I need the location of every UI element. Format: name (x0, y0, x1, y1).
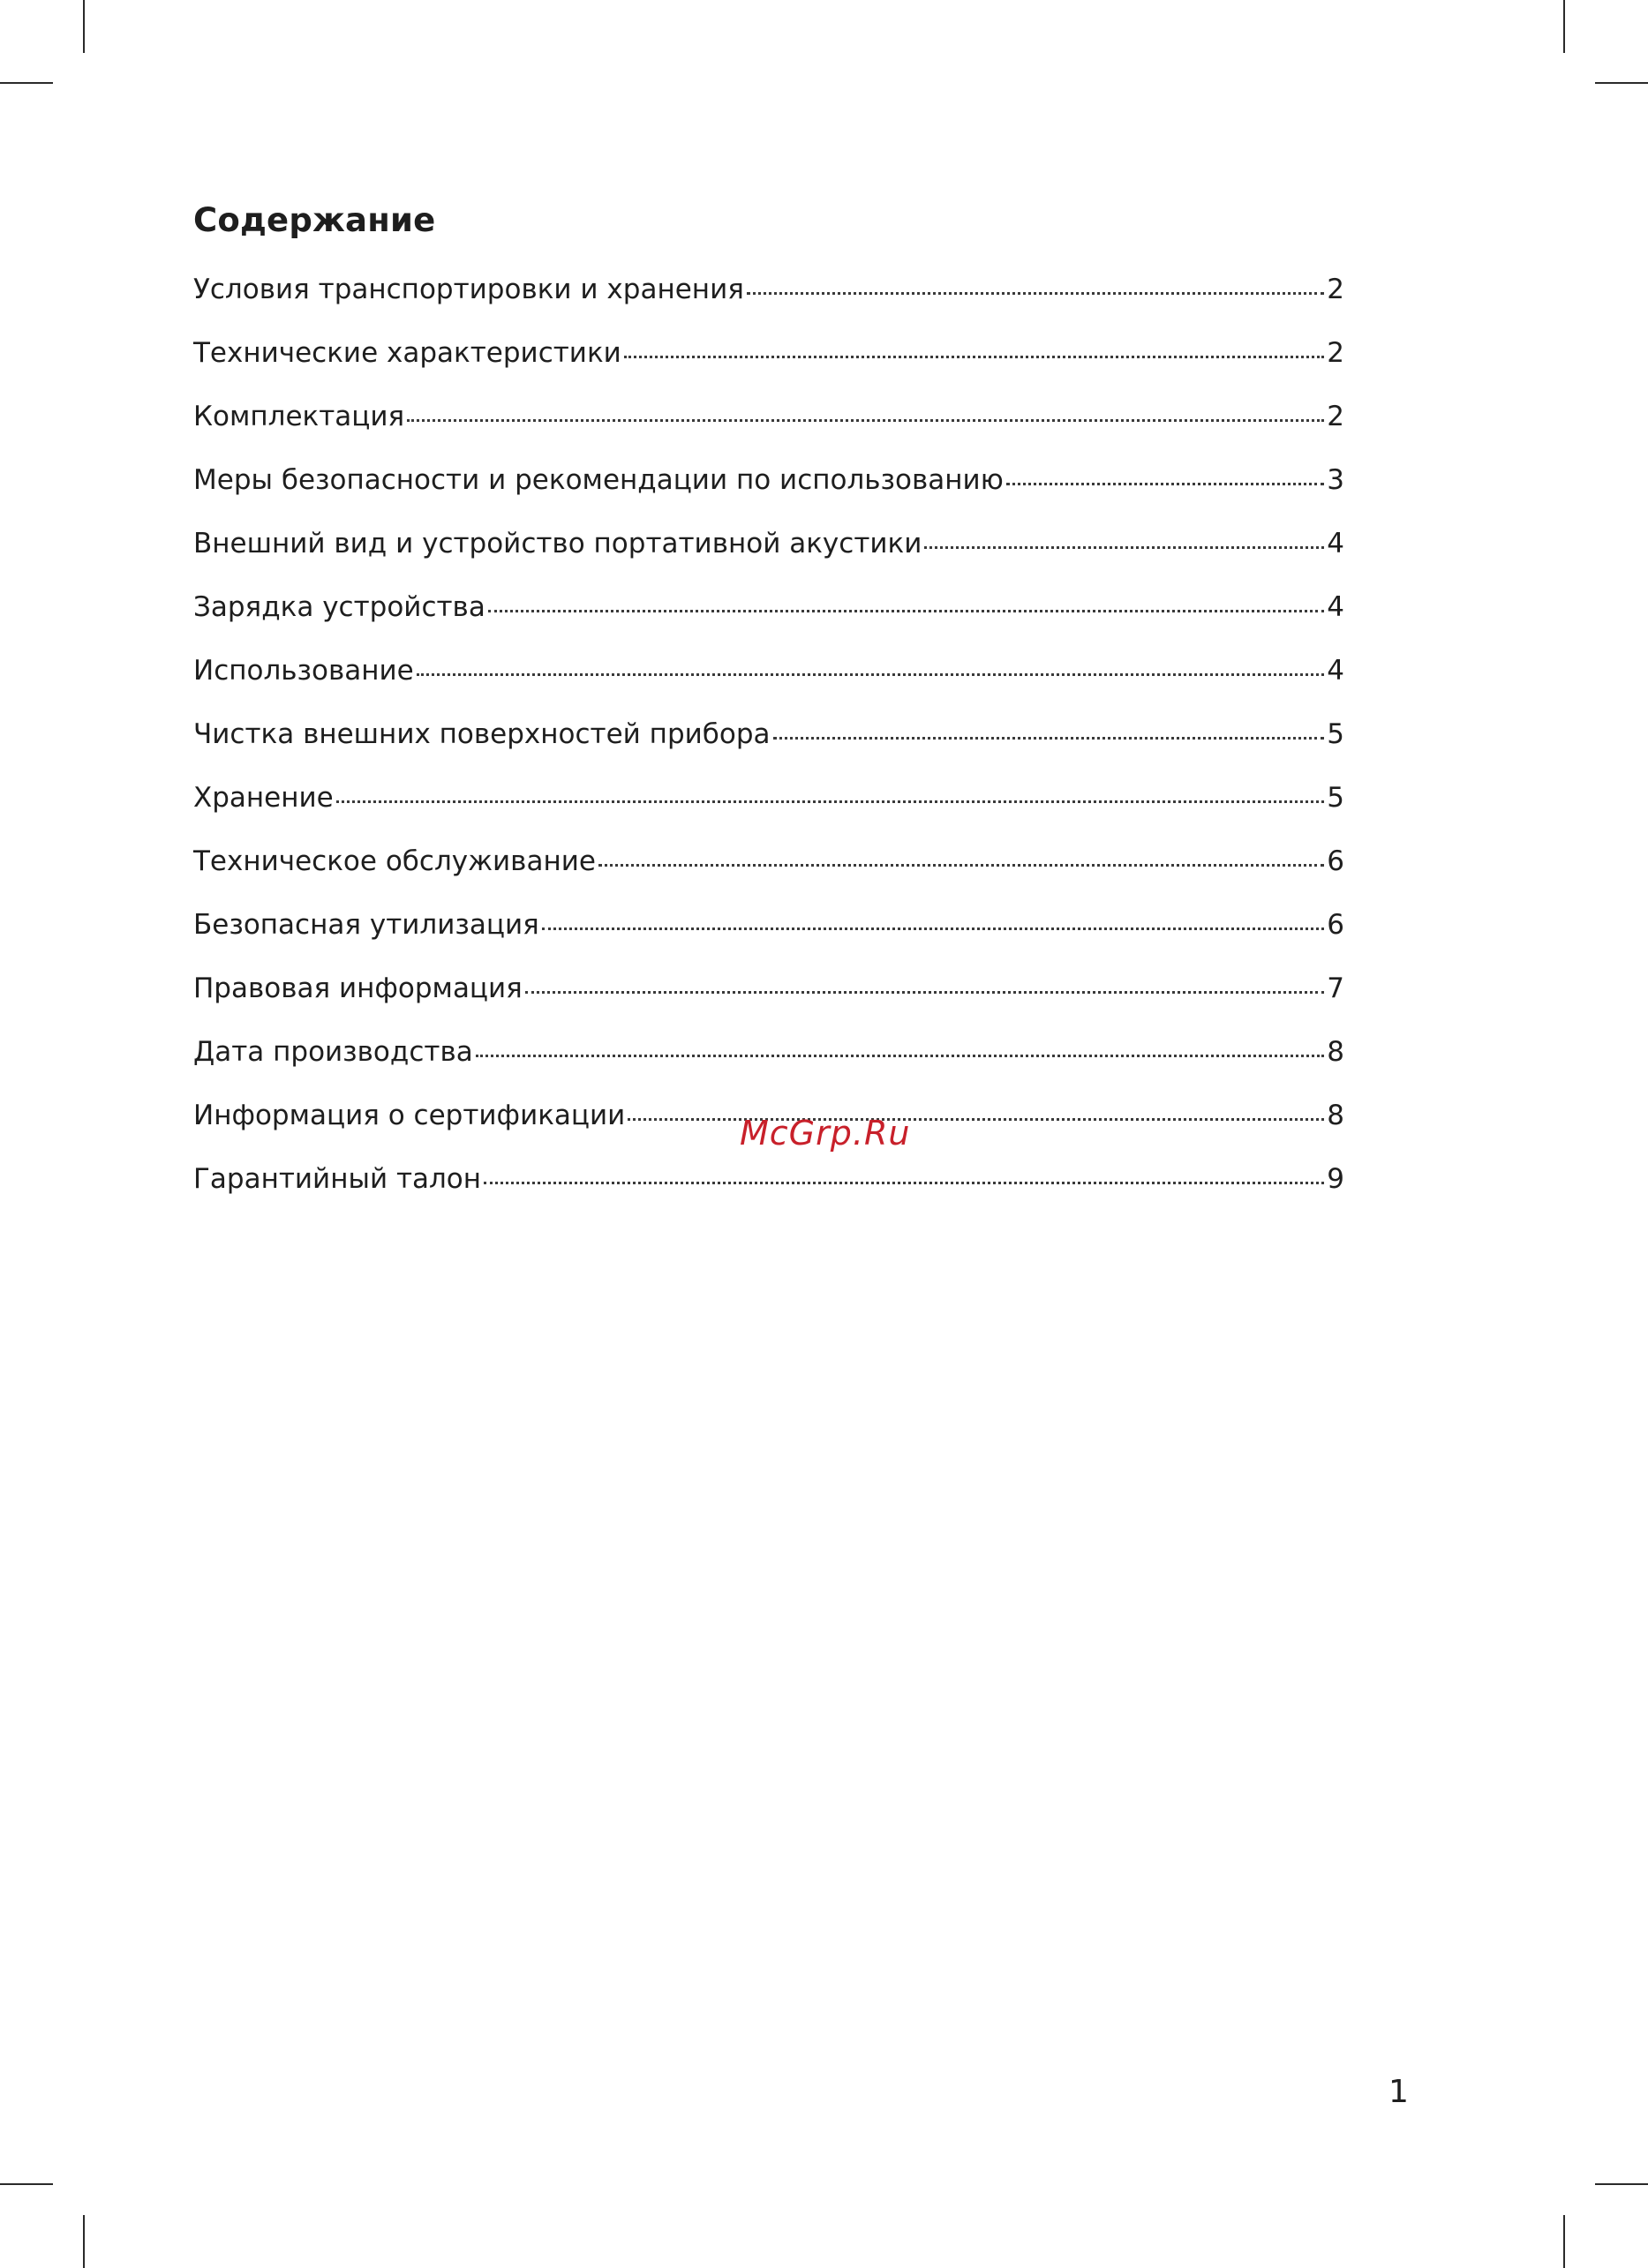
toc-entry[interactable] (193, 395, 1344, 459)
toc-entry-page: 8 (1327, 1100, 1344, 1131)
crop-mark-top-right-vertical (1563, 0, 1565, 53)
toc-dot-leader (624, 356, 1324, 358)
toc-entry-page: 4 (1327, 591, 1344, 623)
toc-entry-page: 4 (1327, 655, 1344, 687)
toc-entry-label: Технические характеристики (193, 337, 621, 369)
toc-entry-page: 6 (1327, 845, 1344, 877)
toc-entry-page: 5 (1327, 782, 1344, 814)
toc-entry[interactable] (193, 713, 1344, 777)
toc-entry[interactable] (193, 840, 1344, 904)
toc-title: Содержание (193, 201, 436, 239)
toc-entry[interactable] (193, 650, 1344, 713)
toc-dot-leader (417, 673, 1325, 676)
page-number: 1 (1388, 2074, 1409, 2110)
toc-entry-label: Чистка внешних поверхностей прибора (193, 718, 771, 750)
toc-entry[interactable] (193, 586, 1344, 650)
crop-mark-bottom-left-horizontal (0, 2183, 53, 2185)
toc-entry[interactable] (193, 268, 1344, 332)
toc-dot-leader (598, 864, 1324, 867)
toc-dot-leader (628, 1118, 1324, 1121)
toc-entry-page: 4 (1327, 528, 1344, 559)
toc-entry-label: Гарантийный талон (193, 1163, 482, 1195)
toc-entry-page: 9 (1327, 1163, 1344, 1195)
toc-entry-label: Хранение (193, 782, 334, 814)
toc-entry-label: Внешний вид и устройство портативной акустики (193, 528, 922, 559)
toc-entry-label: Зарядка устройства (193, 591, 485, 623)
toc-dot-leader (407, 419, 1324, 422)
crop-mark-bottom-left-vertical (83, 2215, 85, 2268)
toc-entry[interactable] (193, 967, 1344, 1031)
toc-entry-page: 3 (1327, 464, 1344, 496)
toc-dot-leader (476, 1055, 1325, 1057)
crop-mark-top-left-vertical (83, 0, 85, 53)
crop-mark-top-left-horizontal (0, 82, 53, 84)
toc-dot-leader (747, 292, 1324, 295)
toc-entry-label: Комплектация (193, 401, 405, 432)
toc-entry[interactable] (193, 459, 1344, 522)
toc-entry-page: 8 (1327, 1036, 1344, 1068)
toc-dot-leader (525, 991, 1324, 994)
toc-dot-leader (773, 737, 1325, 740)
toc-entry[interactable] (193, 1158, 1344, 1221)
toc-dot-leader (1006, 483, 1324, 485)
toc-entry-label: Безопасная утилизация (193, 909, 539, 941)
toc-entry-label: Правовая информация (193, 973, 523, 1004)
table-of-contents (193, 268, 1344, 1221)
toc-entry-page: 5 (1327, 718, 1344, 750)
toc-entry[interactable] (193, 522, 1344, 586)
watermark-text: McGrp.Ru (740, 1114, 911, 1153)
toc-entry[interactable] (193, 777, 1344, 840)
toc-dot-leader (336, 800, 1325, 803)
crop-mark-top-right-horizontal (1595, 82, 1648, 84)
toc-entry-label: Дата производства (193, 1036, 473, 1068)
toc-entry[interactable] (193, 332, 1344, 395)
crop-mark-bottom-right-horizontal (1595, 2183, 1648, 2185)
toc-entry[interactable] (193, 904, 1344, 967)
toc-dot-leader (484, 1182, 1324, 1184)
toc-entry-label: Меры безопасности и рекомендации по использованию (193, 464, 1004, 496)
toc-entry-label: Техническое обслуживание (193, 845, 596, 877)
toc-entry-label: Информация о сертификации (193, 1100, 626, 1131)
toc-entry-page: 2 (1327, 337, 1344, 369)
toc-dot-leader (542, 927, 1325, 930)
toc-entry-page: 2 (1327, 274, 1344, 305)
toc-entry-page: 2 (1327, 401, 1344, 432)
toc-entry-page: 7 (1327, 973, 1344, 1004)
toc-dot-leader (488, 610, 1324, 612)
toc-dot-leader (924, 546, 1324, 549)
toc-entry-label: Использование (193, 655, 414, 687)
toc-entry-page: 6 (1327, 909, 1344, 941)
toc-entry[interactable] (193, 1031, 1344, 1094)
toc-entry-label: Условия транспортировки и хранения (193, 274, 744, 305)
crop-mark-bottom-right-vertical (1563, 2215, 1565, 2268)
